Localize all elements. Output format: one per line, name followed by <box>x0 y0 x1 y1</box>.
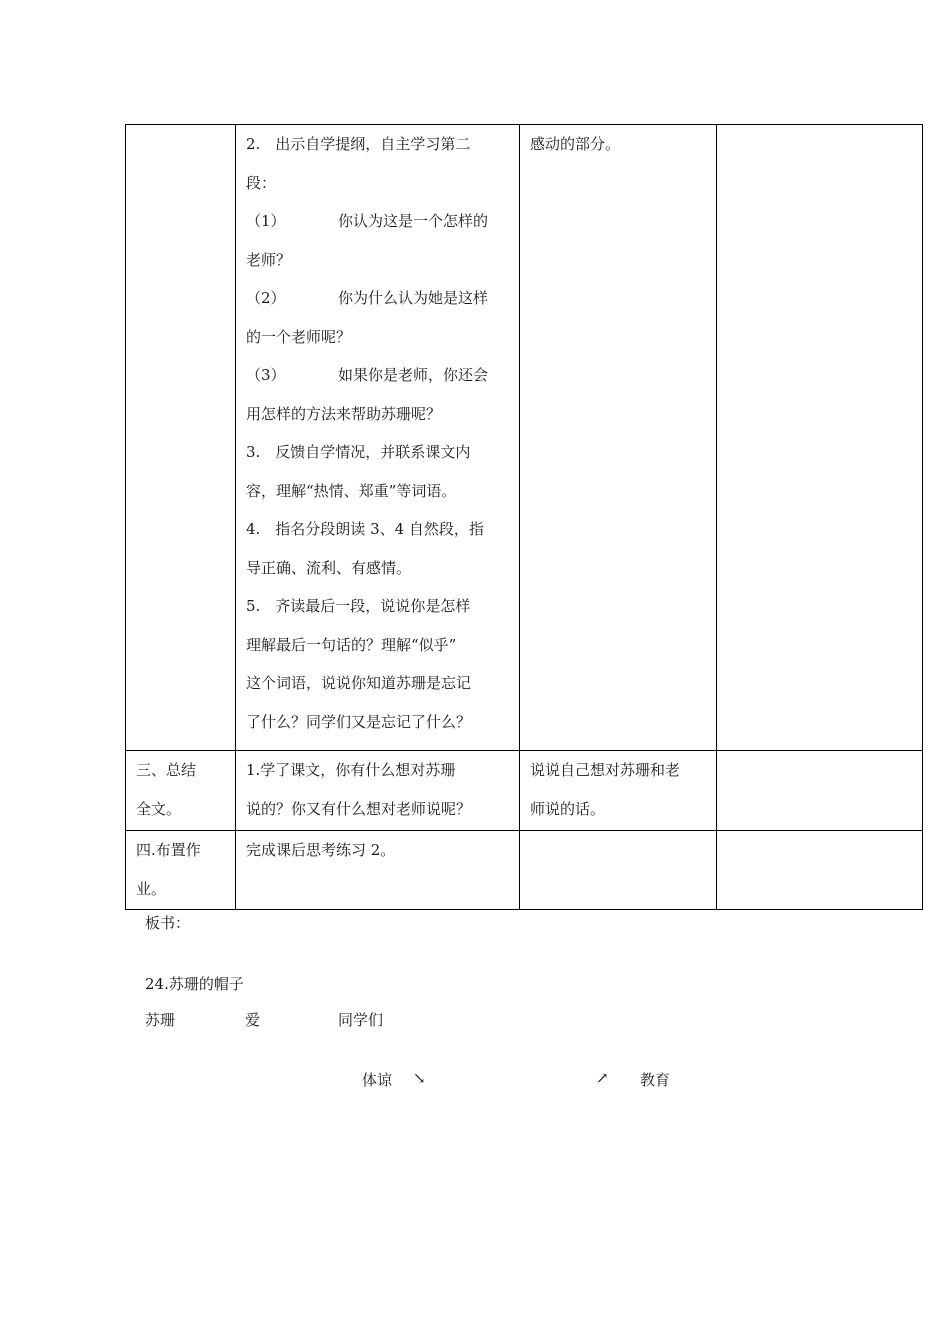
text-line: 完成课后思考练习 2。 <box>246 841 396 859</box>
table-cell-notes <box>717 125 923 751</box>
text-line: 感动的部分。 <box>530 135 621 153</box>
text-line: 师说的话。 <box>530 799 606 818</box>
arrow-down-right-icon: ↘ <box>413 1069 426 1087</box>
text-line: 导正确、流利、有感情。 <box>246 558 412 577</box>
text-line: 1.学了课文，你有什么想对苏珊 <box>246 761 456 779</box>
question-line <box>246 202 510 241</box>
table-row <box>126 751 923 831</box>
text-line: 3. 反馈自学情况，并联系课文内 <box>246 443 471 461</box>
board-word-educate: 教育 <box>640 1071 671 1089</box>
text-line: 的一个老师呢？ <box>246 327 352 346</box>
board-label: 板书： <box>145 914 191 932</box>
text-line: 老师？ <box>246 250 292 269</box>
text-line: 说说自己想对苏珊和老 <box>530 761 681 779</box>
text-line: 四.布置作 <box>136 841 201 859</box>
table-cell-stage <box>126 125 236 751</box>
text-line: 容，理解“热情、郑重”等词语。 <box>246 481 457 500</box>
question-line <box>246 356 510 395</box>
table-cell-activities <box>236 125 520 751</box>
board-lesson-title: 24.苏珊的帽子 <box>145 975 244 993</box>
text-line: 5. 齐读最后一段，说说你是怎样 <box>246 597 471 615</box>
table-cell-notes <box>717 751 923 831</box>
table-cell-stage <box>126 831 236 910</box>
text-line: 说的？你又有什么想对老师说呢？ <box>246 799 472 818</box>
text-line: 这个词语，说说你知道苏珊是忘记 <box>246 674 472 692</box>
text-line: 业。 <box>136 879 167 898</box>
table-cell-student-activity <box>520 831 717 910</box>
text-line: 了什么？同学们又是忘记了什么？ <box>246 712 472 731</box>
table-row <box>126 831 923 910</box>
table-cell-activities <box>236 751 520 831</box>
question-number: （2） <box>246 289 286 307</box>
text-line: 用怎样的方法来帮助苏珊呢？ <box>246 404 442 423</box>
board-word-forgive: 体谅 <box>362 1071 393 1089</box>
question-text: 如果你是老师，你还会 <box>338 366 489 384</box>
question-number: （1） <box>246 212 286 230</box>
table-row <box>126 125 923 751</box>
table-cell-activities <box>236 831 520 910</box>
text-line: 段： <box>246 173 277 192</box>
question-text: 你为什么认为她是这样 <box>338 289 489 307</box>
board-word-susan: 苏珊 <box>145 1011 176 1029</box>
text-line: 理解最后一句话的？理解“似乎” <box>246 635 457 654</box>
question-text: 你认为这是一个怎样的 <box>338 212 489 230</box>
text-line: 4. 指名分段朗读 3、4 自然段，指 <box>246 520 484 538</box>
question-number: （3） <box>246 366 286 384</box>
lesson-plan-table <box>125 124 923 910</box>
table-cell-student-activity <box>520 751 717 831</box>
table-cell-notes <box>717 831 923 910</box>
question-line <box>246 279 510 318</box>
text-line: 三、总结 <box>136 761 197 779</box>
board-word-classmates: 同学们 <box>338 1011 384 1029</box>
board-word-love: 爱 <box>245 1011 261 1029</box>
arrow-up-right-icon: ↗ <box>596 1069 609 1087</box>
table-cell-stage <box>126 751 236 831</box>
table-cell-student-activity <box>520 125 717 751</box>
text-line: 2. 出示自学提纲，自主学习第二 <box>246 135 471 153</box>
text-line: 全文。 <box>136 799 182 818</box>
